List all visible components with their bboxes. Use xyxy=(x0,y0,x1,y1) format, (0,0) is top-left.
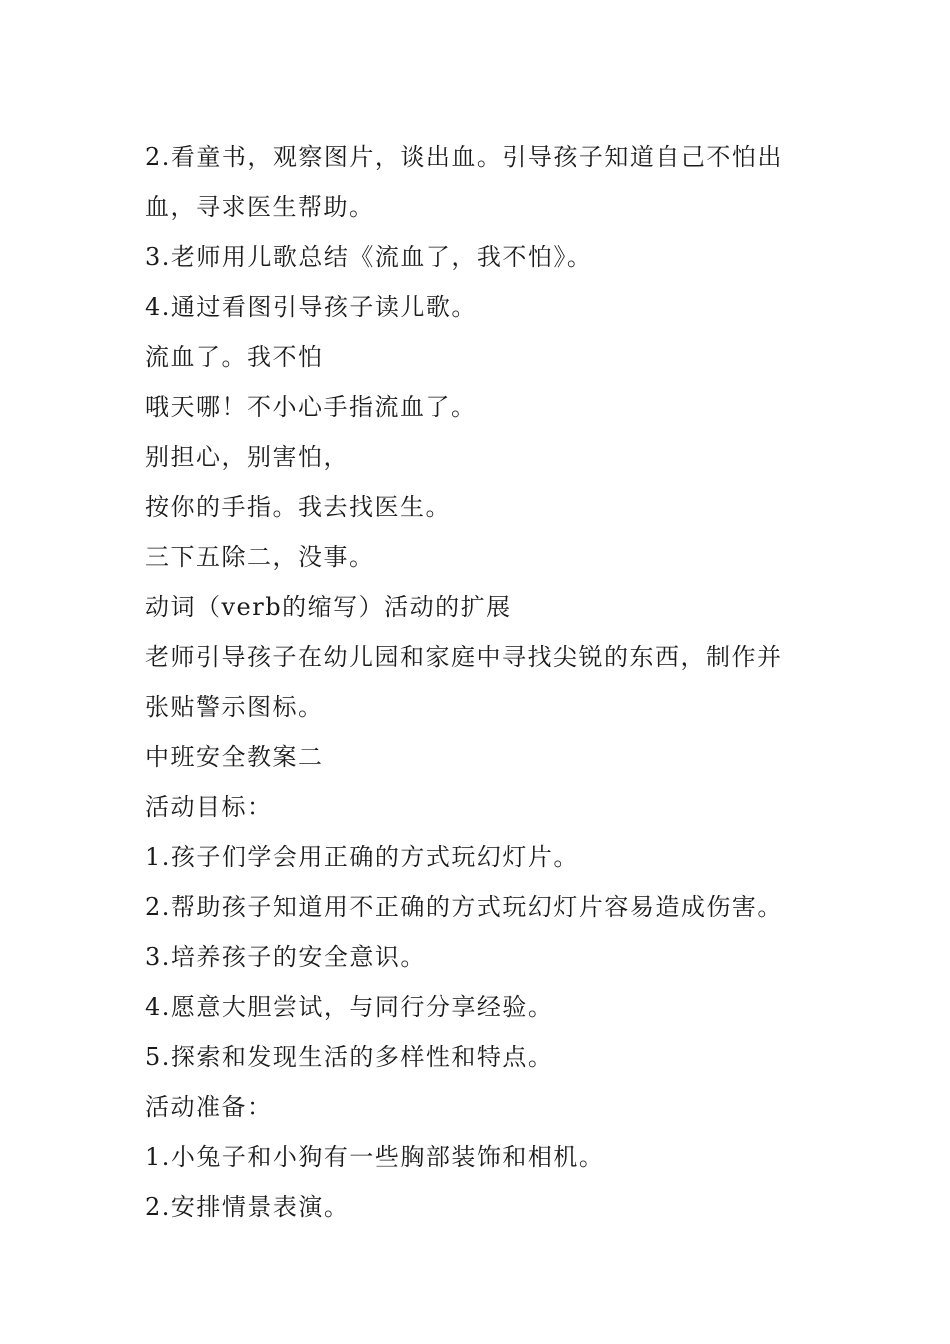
text-line: 三下五除二，没事。 xyxy=(145,543,375,571)
section-heading: 动词（verb的缩写）活动的扩展 xyxy=(145,593,512,621)
text-line: 1.孩子们学会用正确的方式玩幻灯片。 xyxy=(145,843,579,871)
text-line: 血，寻求医生帮助。 xyxy=(145,193,375,221)
section-heading: 活动准备： xyxy=(145,1093,273,1121)
text-line: 3.老师用儿歌总结《流血了，我不怕》。 xyxy=(145,243,593,271)
text-line: 流血了。我不怕 xyxy=(145,343,324,371)
section-heading: 活动目标： xyxy=(145,793,273,821)
text-line: 2.安排情景表演。 xyxy=(145,1193,350,1221)
text-line: 哦天哪！不小心手指流血了。 xyxy=(145,393,477,421)
text-line: 3.培养孩子的安全意识。 xyxy=(145,943,426,971)
text-line: 2.看童书，观察图片，谈出血。引导孩子知道自己不怕出 xyxy=(145,143,783,171)
document-body xyxy=(145,132,815,1232)
text-line: 按你的手指。我去找医生。 xyxy=(145,493,451,521)
text-line: 4.通过看图引导孩子读儿歌。 xyxy=(145,293,477,321)
text-line: 张贴警示图标。 xyxy=(145,693,324,721)
text-line: 4.愿意大胆尝试，与同行分享经验。 xyxy=(145,993,554,1021)
section-heading: 中班安全教案二 xyxy=(145,743,324,771)
text-line: 别担心，别害怕， xyxy=(145,443,349,471)
text-line: 老师引导孩子在幼儿园和家庭中寻找尖锐的东西，制作并 xyxy=(145,643,783,671)
text-line: 2.帮助孩子知道用不正确的方式玩幻灯片容易造成伤害。 xyxy=(145,893,783,921)
text-line: 5.探索和发现生活的多样性和特点。 xyxy=(145,1043,554,1071)
text-line: 1.小兔子和小狗有一些胸部装饰和相机。 xyxy=(145,1143,605,1171)
